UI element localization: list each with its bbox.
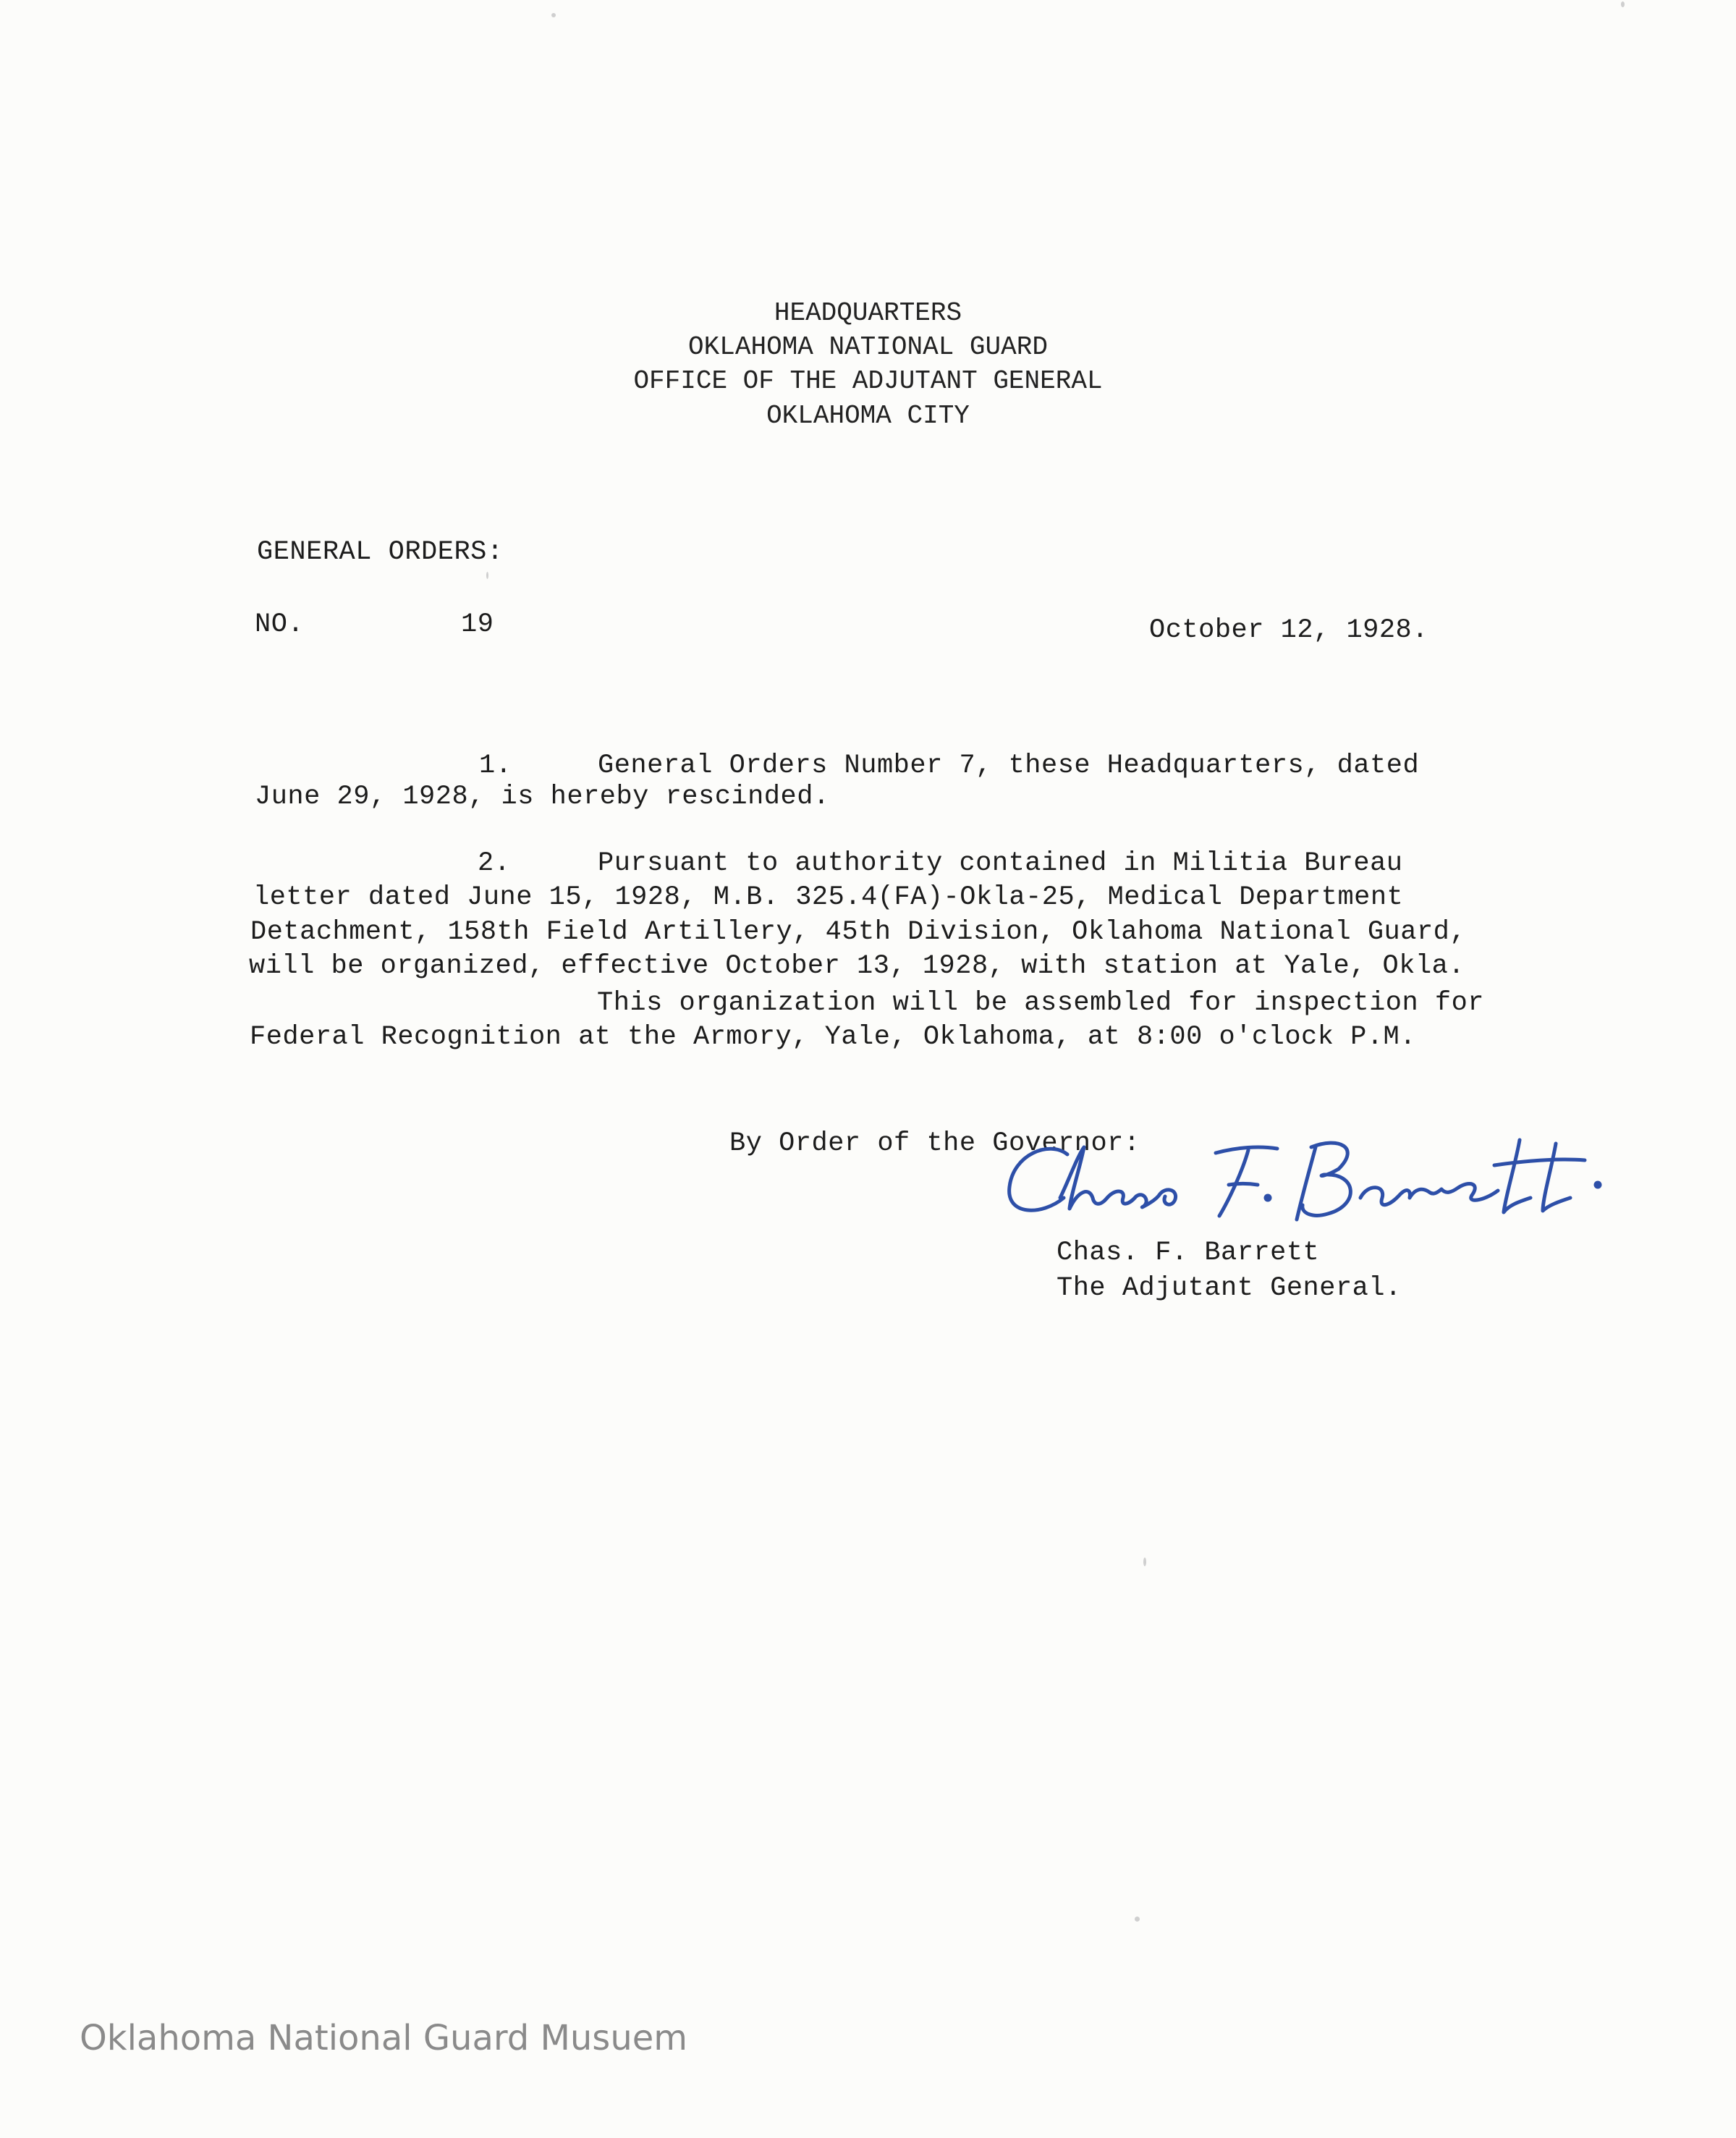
paragraph-1-line: General Orders Number 7, these Headquarters, dated [598,751,1420,781]
by-order-line: By Order of the Governor: [729,1128,1140,1159]
paragraph-1-line: June 29, 1928, is hereby rescinded. [255,782,830,812]
header-city: OKLAHOMA CITY [766,401,970,431]
signatory-title: The Adjutant General. [1057,1273,1402,1303]
paragraph-1-number: 1. [479,751,512,781]
scan-speck [1621,1,1625,7]
order-date: October 12, 1928. [1149,615,1428,646]
order-number-label: NO. [255,609,305,640]
general-orders-label: GENERAL ORDERS: [257,537,504,567]
paragraph-2-line: letter dated June 15, 1928, M.B. 325.4(FA)-Okla-25, Medical Department [253,882,1404,913]
paragraph-2-number: 2. [478,848,511,879]
order-number: 19 [461,609,494,640]
signatory-name: Chas. F. Barrett [1057,1238,1320,1268]
handwritten-signature [999,1125,1606,1248]
scan-speck [551,13,556,17]
scan-speck [486,572,488,579]
paragraph-2-line: This organization will be assembled for inspection for [597,988,1484,1018]
header-headquarters: HEADQUARTERS [774,298,962,328]
header-organization: OKLAHOMA NATIONAL GUARD [688,332,1048,362]
museum-watermark: Oklahoma National Guard Musuem [80,2018,688,2058]
paragraph-2-line: Federal Recognition at the Armory, Yale, Oklahoma, at 8:00 o'clock P.M. [250,1022,1416,1052]
paragraph-2-line: Pursuant to authority contained in Militia Bureau [598,848,1403,879]
paragraph-2-line: Detachment, 158th Field Artillery, 45th Division, Oklahoma National Guard, [250,917,1467,947]
header-office: OFFICE OF THE ADJUTANT GENERAL [633,366,1103,396]
scan-speck [1143,1558,1146,1566]
scan-speck [1135,1917,1140,1922]
paragraph-2-line: will be organized, effective October 13, 1928, with station at Yale, Okla. [249,951,1465,981]
